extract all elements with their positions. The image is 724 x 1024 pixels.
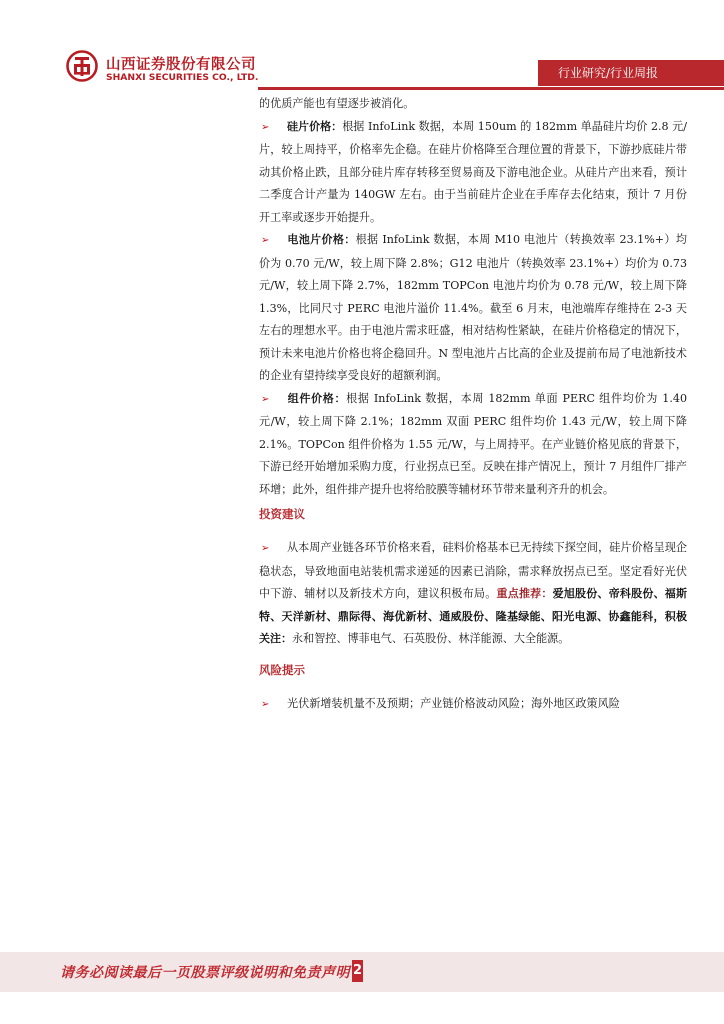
invest-advice-text: 从本周产业链各环节价格来看，硅料价格基本已无持续下探空间，硅片价格呈现企稳状态，导致地面电站装机需求递延的因素已消除，需求释放拐点已至。坚定看好光伏中下游、辅材以及新技术方向，建议积极布局。	[259, 541, 687, 600]
cell-price-text: 根据 InfoLink 数据，本周 M10 电池片（转换效率 23.1%+）均价为 0.70 元/W，较上周下降 2.8%；G12 电池片（转换效率 23.1%+）均价为 0.73 元/W，较上周下降 2.7%，182mm TOPCon 电池片均价为 0.78 元/W，较上周下降 1.3%，比同尺寸 PERC 电池片溢价 11.4%。截至 6 月末，电池端库存维持在 2-3 天左右的理想水平。由于电池片需求旺盛，相对结构性紧缺，在硅片价格稳定的情况下，预计未来电池片价格也将企稳回升。N 型电池片占比高的企业及提前布局了电池新技术的企业有望持续享受良好的超额利润。	[259, 233, 687, 382]
right-arrow-bullet-icon: ➢	[261, 235, 270, 246]
cell-price-lead: 电池片价格：	[287, 233, 356, 246]
company-name-cn: 山西证券股份有限公司	[106, 57, 256, 73]
risk-title: 风险提示	[259, 662, 305, 677]
footer-disclaimer: 请务必阅读最后一页股票评级说明和免责声明	[60, 965, 350, 981]
module-price-paragraph	[259, 388, 687, 502]
page-header	[0, 0, 724, 92]
report-body	[259, 93, 687, 716]
shanxi-securities-logo-icon	[66, 50, 98, 82]
cell-price-paragraph	[259, 229, 687, 388]
report-category: 行业研究/行业周报	[558, 66, 659, 80]
invest-advice-paragraph	[259, 537, 687, 651]
company-name-en: SHANXI SECURITIES CO., LTD.	[106, 72, 259, 83]
wafer-price-paragraph	[259, 116, 687, 230]
right-arrow-bullet-icon: ➢	[261, 698, 270, 710]
right-arrow-bullet-icon: ➢	[261, 393, 270, 405]
wafer-price-lead: 硅片价格：	[287, 119, 343, 133]
intro-text: 的优质产能也有望逐步被消化。	[259, 97, 415, 110]
right-arrow-bullet-icon: ➢	[261, 543, 270, 554]
module-price-lead: 组件价格：	[287, 391, 347, 405]
right-arrow-bullet-icon: ➢	[261, 121, 270, 133]
header-rule	[258, 87, 724, 90]
module-price-text: 根据 InfoLink 数据，本周 182mm 单面 PERC 组件均价为 1.40 元/W，较上周下降 2.1%；182mm 双面 PERC 组件均价 1.43 元/W，较上周下降 2.1%。TOPCon 组件价格为 1.55 元/W，与上周持平。在产业链价格见底的背景下，下游已经开始增加采购力度，行业拐点已至。反映在排产情况上，预计 7 月组件厂排产环增；此外，组件排产提升也将给胶膜等辅材环节带来量利齐升的机会。	[259, 391, 688, 496]
risk-text: 光伏新增装机量不及预期；产业链价格波动风险；海外地区政策风险	[287, 696, 620, 710]
watch-lead: 积极关注：	[259, 609, 688, 645]
wafer-price-text: 根据 InfoLink 数据，本周 150um 的 182mm 单晶硅片均价 2.8 元/片，较上周持平，价格率先企稳。在硅片价格降至合理位置的背景下，下游抄底硅片带动其价格止跌，且部分硅片库存转移至贸易商及下游电池企业。从硅片产出来看，预计二季度合计产量为 140GW 左右。由于当前硅片企业在手库存去化结束，预计 7 月份开工率或逐步开始提升。	[259, 119, 688, 224]
focus-recommend-list: 爱旭股份、帝科股份、福斯特、天洋新材、鼎际得、海优新材、通威股份、隆基绿能、阳光电源、协鑫能科，	[259, 587, 688, 623]
invest-advice-title: 投资建议	[259, 507, 305, 521]
page-number: 2	[352, 963, 363, 978]
focus-recommend-lead: 重点推荐：	[496, 587, 553, 600]
watch-list: 永和智控、博菲电气、石英股份、林洋能源、大全能源。	[292, 632, 570, 645]
intro-paragraph	[259, 93, 687, 116]
risk-paragraph	[259, 693, 687, 717]
